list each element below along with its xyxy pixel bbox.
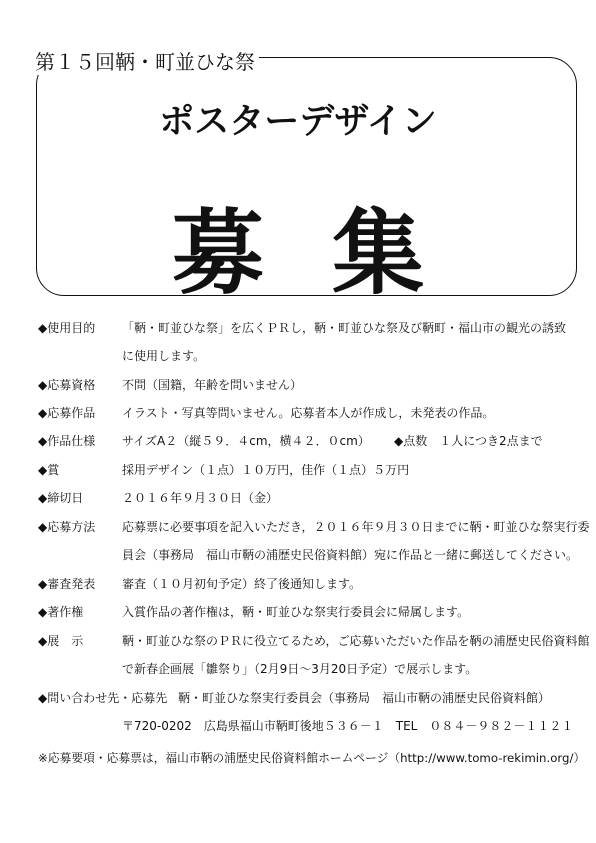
contact-label: ◆問い合わせ先・応募先	[38, 691, 168, 705]
recruitment-char-1: 募	[171, 199, 264, 307]
deadline-label: ◆締切日	[38, 491, 84, 505]
prize-label: ◆賞	[38, 463, 60, 477]
deadline-value: ２０１６年９月３０日（金）	[122, 491, 279, 505]
spec-label: ◆作品仕様	[38, 434, 96, 448]
prize-value: 採用デザイン（１点）１０万円，佳作（１点）５万円	[122, 463, 410, 477]
method-line-2: 員会（事務局 福山市鞆の浦歴史民俗資料館）宛に作品と一緒に郵送してください。	[122, 548, 579, 562]
eligibility-label: ◆応募資格	[38, 378, 96, 392]
usage-label: ◆使用目的	[38, 321, 96, 335]
count-value: ◆点数 １人につき2点まで	[394, 434, 543, 448]
headline-poster-design: ポスターデザイン	[159, 101, 437, 142]
review-value: 審査（１０月初旬予定）終了後通知します。	[122, 577, 362, 591]
contact-line-1: 鞆・町並ひな祭実行委員会（事務局 福山市鞆の浦歴史民俗資料館）	[178, 691, 551, 705]
eligibility-value: 不問（国籍，年齢を問いません）	[122, 378, 303, 392]
contact-line-2: 〒720-0202 広島県福山市鞆町後地５３６－１ TEL ０８４－９８２－１１２１	[122, 719, 574, 733]
exhibit-label: ◆展 示	[38, 634, 84, 648]
method-label: ◆応募方法	[38, 520, 96, 534]
copyright-label: ◆著作権	[38, 605, 84, 619]
copyright-value: 入賞作品の著作権は，鞆・町並ひな祭実行委員会に帰属します。	[122, 605, 470, 619]
usage-line-1: 「鞆・町並ひな祭」を広くＰＲし，鞆・町並ひな祭及び鞆町・福山市の観光の誘致	[122, 321, 567, 335]
event-title: 第１５回鞆・町並ひな祭	[33, 46, 259, 75]
footer-note: ※応募要項・応募票は，福山市鞆の浦歴史民俗資料館ホームページ（http://www.tomo-rekimin.org/）	[38, 751, 586, 765]
usage-line-2: に使用します。	[122, 349, 206, 363]
spec-value: サイズA２（縦５９．４cm，横４２．０cm）	[122, 434, 370, 448]
headline-recruitment	[0, 180, 596, 312]
works-value: イラスト・写真等問いません。応募者本人が作成し，未発表の作品。	[122, 406, 495, 420]
works-label: ◆応募作品	[38, 406, 96, 420]
method-line-1: 応募票に必要事項を記入いただき，２０１６年９月３０日までに鞆・町並ひな祭実行委	[122, 520, 590, 534]
exhibit-line-1: 鞆・町並ひな祭のＰＲに役立てるため，ご応募いただいた作品を鞆の浦歴史民俗資料館	[122, 634, 590, 648]
exhibit-line-2: で新春企画展「雛祭り」（2月9日～3月20日予定）で展示します。	[122, 662, 478, 676]
review-label: ◆審査発表	[38, 577, 96, 591]
recruitment-char-2: 集	[332, 199, 425, 307]
